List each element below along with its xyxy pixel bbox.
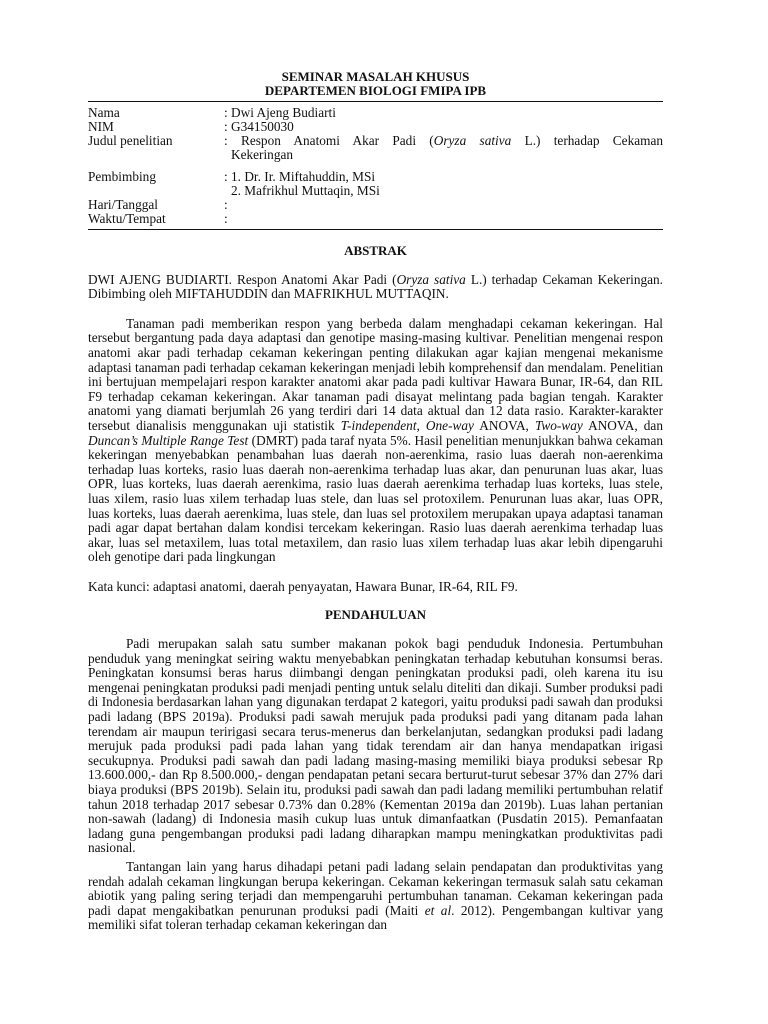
judul-text-post: L.) terhadap Cekaman — [511, 133, 664, 148]
pembimbing-2: 2. Mafrikhul Muttaqin, MSi — [231, 183, 380, 198]
hari-label: Hari/Tanggal — [88, 197, 158, 212]
judul-line-1 — [224, 134, 663, 148]
waktu-value: : — [224, 211, 228, 226]
nama-label: Nama — [88, 105, 120, 120]
abstrak-body — [88, 317, 663, 565]
info-row-nim — [88, 120, 663, 134]
info-row-hari — [88, 198, 663, 212]
judul-text-pre: : Respon Anatomi Akar Padi ( — [224, 133, 434, 148]
abstrak-text-2: , — [416, 417, 426, 433]
para2-text-post: . 2012). Pengembangan kultivar yang memiliki sifat toleran terhadap cekaman kekeringan dan — [88, 902, 663, 933]
info-table — [88, 106, 663, 226]
abstrak-italic-3: Two-way — [534, 417, 583, 433]
nim-value: : G34150030 — [224, 119, 294, 134]
nama-value: : Dwi Ajeng Budiarti — [224, 105, 336, 120]
pendahuluan-paragraph-2 — [88, 860, 663, 933]
abstrak-text-1: Tanaman padi memberikan respon yang berbeda dalam menghadapi cekaman kekeringan. Hal tersebut bergantung pada daya adaptasi dan genotipe masing-masing kultivar. Penelitian mengenai respon anatomi akar padi terhadap cekaman kekeringan penting dilakukan agar kajian mengenai mekanisme adaptasi tanaman padi terhadap cekaman kekeringan menjadi lebih komprehensif dan mendalam. Penelitian ini bertujuan mempelajari respon karakter anatomi akar pada padi kultivar Hawara Bunar, IR-64, dan RIL F9 terhadap cekaman kekeringan. Akar tanaman padi disayat melintang pada bagian tengah. Karakter anatomi yang diamati berjumlah 26 yang terdiri dari 14 data aktual dan 12 data rasio. Karakter-karakter tersebut dianalisis menggunakan uji statistik — [88, 315, 663, 433]
judul-label: Judul penelitian — [88, 133, 173, 148]
abstrak-text-4: ANOVA, dan — [582, 417, 663, 433]
info-rule — [88, 229, 663, 230]
pendahuluan-heading: PENDAHULUAN — [324, 607, 427, 623]
hari-value: : — [224, 197, 228, 212]
info-row-pembimbing — [88, 162, 663, 198]
info-row-nama — [88, 106, 663, 120]
info-row-waktu — [88, 212, 663, 226]
document-page — [88, 70, 663, 933]
waktu-label: Waktu/Tempat — [88, 211, 166, 226]
pembimbing-1: : 1. Dr. Ir. Miftahuddin, MSi — [224, 169, 376, 184]
abstrak-italic-4: Duncan’s Multiple Range Test — [88, 432, 249, 448]
pendahuluan-paragraph-1: Padi merupakan salah satu sumber makanan pokok bagi penduduk Indonesia. Pertumbuhan penduduk yang meningkat seiring waktu menyebabkan peningkatan terhadap kebutuhan konsumsi beras. Peningkatan konsumsi beras harus diimbangi dengan peningkatan produksi padi, oleh karena itu isu mengenai peningkatan produksi padi menjadi penting untuk selalu diteliti dan dikaji. Sumber produksi padi di Indonesia berdasarkan lahan yang digunakan terdapat 2 kategori, yaitu produksi padi sawah dan produksi padi ladang (BPS 2019a). Produksi padi sawah merujuk pada produksi padi yang ditanam pada lahan terendam air maupun teririgasi secara terus-menerus dan berkelanjutan, sedangkan produksi padi ladang merujuk pada produksi padi pada lahan yang tidak terendam air dan hanya mendapatkan irigasi secukupnya. Produksi padi sawah dan padi ladang masing-masing memiliki biaya produksi sebesar Rp 13.600.000,- dan Rp 8.500.000,- dengan pendapatan petani secara berturut-turut sebesar 37% dan 27% dari biaya produksi (BPS 2019b). Selain itu, produksi padi sawah dan padi ladang memiliki pertumbuhan relatif tahun 2018 terhadap 2017 sebesar 0.73% dan 0.28% (Kementan 2019a dan 2019b). Luas lahan pertanian non-sawah (ladang) di Indonesia masih cukup luas untuk dimanfaatkan (Pusdatin 2015). Pemanfaatan ladang guna pengembangan produksi padi ladang diharapkan mampu meningkatkan produktivitas padi nasional. — [88, 636, 663, 856]
abstrak-text-3: ANOVA, — [473, 417, 535, 433]
citation-post: L.) terhadap Cekaman Kekeringan. Dibimbing oleh MIFTAHUDDIN dan MAFRIKHUL MUTTAQIN. — [88, 271, 664, 302]
para2-text-pre: Tantangan lain yang harus dihadapi petani padi ladang selain pendapatan dan produktivitas yang rendah adalah cekaman lingkungan berupa kekeringan. Cekaman kekeringan termasuk salah satu cekaman abiotik yang paling sering terjadi dan mempengaruhi pertumbuhan tanaman. Cekaman kekeringan pada padi dapat mengakibatkan penurunan produksi padi (Maiti — [88, 858, 663, 918]
abstrak-citation — [88, 273, 663, 302]
abstrak-italic-1: T-independent — [340, 417, 417, 433]
citation-species: Oryza sativa — [396, 271, 466, 287]
abstrak-italic-2: One-way — [425, 417, 474, 433]
department-title: DEPARTEMEN BIOLOGI FMIPA IPB — [264, 83, 487, 98]
pembimbing-label: Pembimbing — [88, 169, 156, 184]
judul-value — [224, 134, 663, 162]
pembimbing-value — [224, 162, 663, 198]
nim-label: NIM — [88, 119, 114, 134]
keywords: Kata kunci: adaptasi anatomi, daerah penyayatan, Hawara Bunar, IR-64, RIL F9. — [88, 578, 518, 594]
para2-italic: et al — [424, 902, 452, 918]
info-row-judul — [88, 134, 663, 162]
abstrak-heading: ABSTRAK — [344, 243, 407, 258]
judul-line-2: Kekeringan — [231, 147, 294, 162]
header-rule — [88, 101, 663, 102]
citation-pre: DWI AJENG BUDIARTI. Respon Anatomi Akar Padi ( — [88, 271, 397, 287]
seminar-title: SEMINAR MASALAH KHUSUS — [281, 69, 470, 84]
judul-species: Oryza sativa — [433, 133, 512, 148]
abstrak-text-5: (DMRT) pada taraf nyata 5%. Hasil penelitian menunjukkan bahwa cekaman kekeringan menyebabkan penambahan luas daerah non-aerenkima, rasio luas daerah non-aerenkima terhadap luas korteks, rasio luas daerah non-aerenkima terhadap luas akar, dan penurunan luas akar, luas OPR, luas korteks, luas daerah aerenkima, rasio luas daerah aerenkima terhadap luas korteks, luas stele, luas xilem, rasio luas xilem terhadap luas stele, dan luas sel protoxilem. Penurunan luas akar, luas OPR, luas korteks, luas daerah aerenkima, luas stele, dan luas sel protoxilem merupakan upaya adaptasi tanaman padi agar dapat bertahan dalam kondisi tercekam kekeringan. Rasio luas daerah aerenkima terhadap luas akar, luas sel metaxilem, luas total metaxilem, dan rasio luas xilem terhadap luas akar lebih dipengaruhi oleh genotipe dari pada lingkungan — [88, 432, 663, 565]
